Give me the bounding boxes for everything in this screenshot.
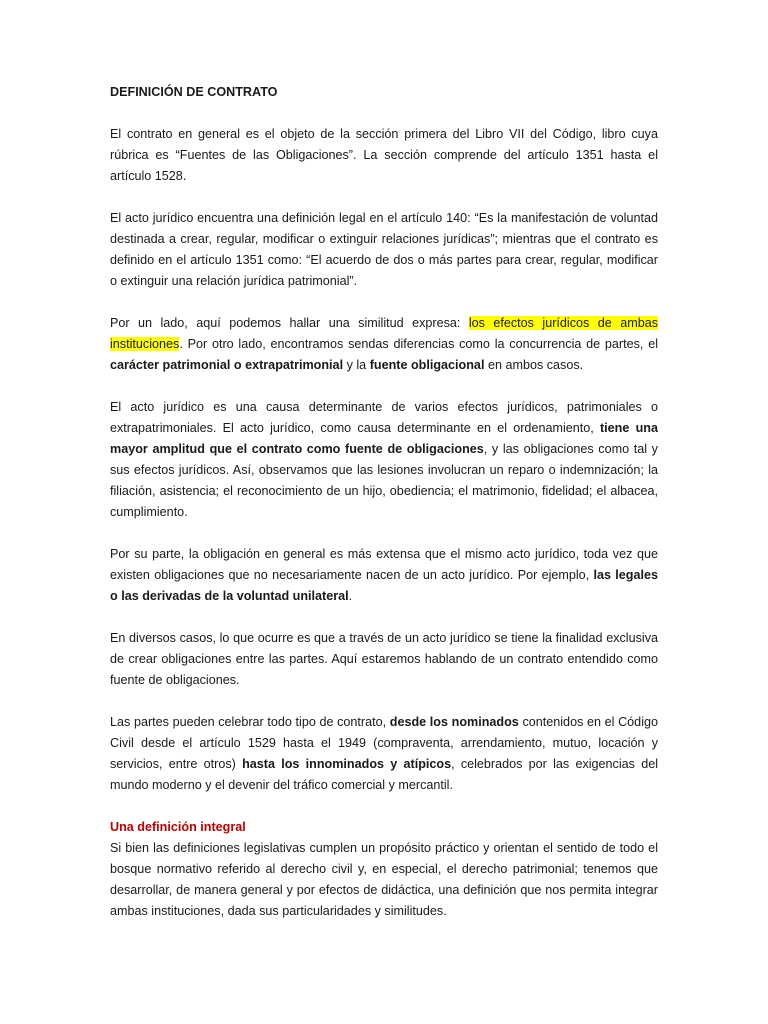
paragraph-7-text-a: Las partes pueden celebrar todo tipo de contrato, [110, 715, 390, 729]
paragraph-7 [110, 712, 658, 796]
paragraph-7-text-b: contenidos en el Código Civil desde el artículo 1529 hasta el 1949 (compraventa, arrendamiento, mutuo, locación y servicios, entre otros) [110, 715, 658, 771]
section-heading: Una definición integral [110, 820, 246, 834]
document-title: DEFINICIÓN DE CONTRATO [110, 85, 278, 99]
bold-phrase: las legales o las derivadas de la voluntad unilateral [110, 568, 658, 603]
paragraph-6: En diversos casos, lo que ocurre es que a través de un acto jurídico se tiene la finalidad exclusiva de crear obligaciones entre las partes. Aquí estaremos hablando de un contrato entendido como fuente de obligaciones. [110, 631, 658, 687]
paragraph-3 [110, 313, 658, 376]
paragraph-4-text-b: , y las obligaciones como tal y sus efectos jurídicos. Así, observamos que las lesiones involucran un reparo o indemnización; la filiación, asistencia; el reconocimiento de un hijo, obediencia; el matrimonio, fidelidad; el albacea, cumplimiento. [110, 442, 658, 519]
bold-phrase: tiene una mayor amplitud que el contrato como fuente de obligaciones [110, 421, 658, 456]
paragraph-5-text-a: Por su parte, la obligación en general es más extensa que el mismo acto jurídico, toda vez que existen obligaciones que no necesariamente nacen de un acto jurídico. Por ejemplo, [110, 547, 658, 582]
paragraph-3-text-a: Por un lado, aquí podemos hallar una similitud expresa: [110, 316, 469, 330]
bold-phrase: carácter patrimonial o extrapatrimonial [110, 358, 344, 372]
bold-phrase: fuente obligacional [369, 358, 485, 372]
bold-phrase: desde los nominados [389, 715, 519, 729]
paragraph-2: El acto jurídico encuentra una definición legal en el artículo 140: “Es la manifestación de voluntad destinada a crear, regular, modificar o extinguir relaciones jurídicas”; mientras que el contrato es definido en el artículo 1351 como: “El acuerdo de dos o más partes para crear, regular, modificar o extinguir una relación jurídica patrimonial”. [110, 211, 658, 288]
document-page [110, 82, 658, 943]
paragraph-3-text-d: en ambos casos. [484, 358, 584, 372]
paragraph-3-text-b: . Por otro lado, encontramos sendas diferencias como la concurrencia de partes, el [179, 337, 658, 351]
paragraph-1: El contrato en general es el objeto de la sección primera del Libro VII del Código, libro cuya rúbrica es “Fuentes de las Obligaciones”. La sección comprende del artículo 1351 hasta el artículo 1528. [110, 127, 658, 183]
paragraph-8: Si bien las definiciones legislativas cumplen un propósito práctico y orientan el sentido de todo el bosque normativo referido al derecho civil y, en especial, el derecho patrimonial; tenemos que desarrollar, de manera general y por efectos de didáctica, una definición que nos permita integrar ambas instituciones, dada sus particularidades y similitudes. [110, 841, 658, 918]
paragraph-5-text-b: . [348, 589, 353, 603]
highlighted-text: los efectos jurídicos de ambas instituciones [110, 316, 659, 351]
paragraph-5 [110, 544, 658, 607]
paragraph-4-text-a: El acto jurídico es una causa determinante de varios efectos jurídicos, patrimoniales o extrapatrimoniales. El acto jurídico, como causa determinante en el ordenamiento, [110, 400, 658, 435]
paragraph-4 [110, 397, 658, 523]
bold-phrase: hasta los innominados y atípicos [242, 757, 452, 771]
paragraph-7-text-c: , celebrados por las exigencias del mundo moderno y el devenir del tráfico comercial y mercantil. [110, 757, 658, 792]
paragraph-3-text-c: y la [343, 358, 370, 372]
